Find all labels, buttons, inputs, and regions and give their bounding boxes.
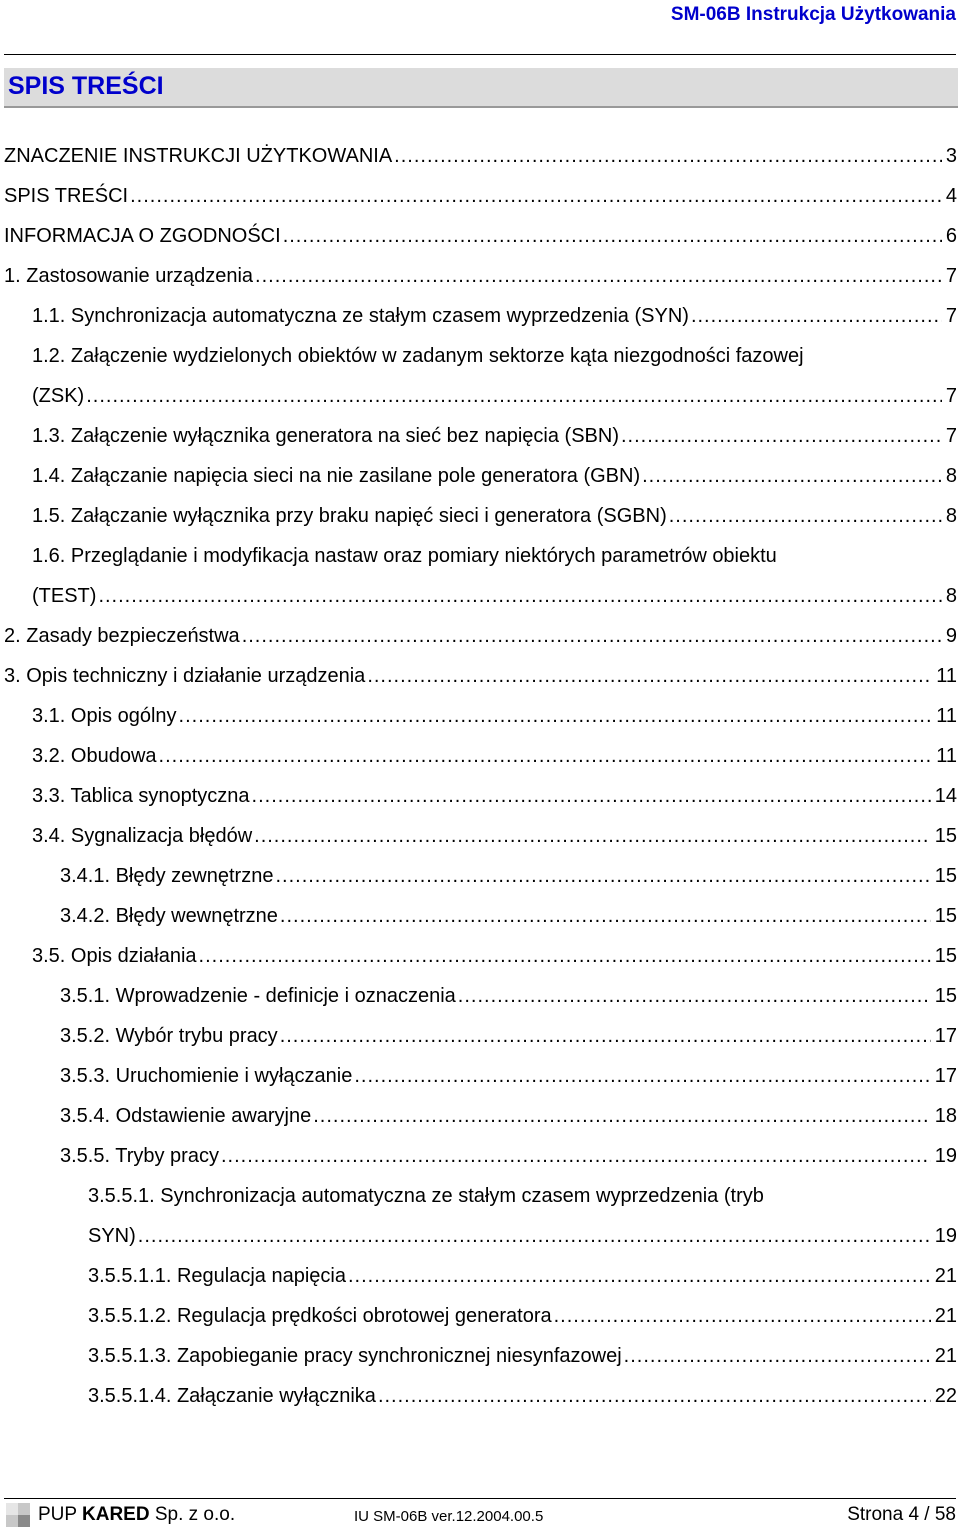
toc-entry-text: 1. Zastosowanie urządzenia (4, 265, 254, 287)
header-rule (4, 54, 956, 55)
toc-leader-dots (283, 216, 942, 256)
toc-entry[interactable] (0, 936, 957, 976)
toc-leader-dots (624, 1336, 931, 1376)
toc-entry-text: 2. Zasady bezpieczeństwa (4, 625, 240, 647)
toc-entry-text: SPIS TREŚCI (4, 185, 129, 207)
toc-entry[interactable] (0, 976, 957, 1016)
toc-page-number: 8 (945, 505, 957, 527)
toc-entry-continuation: SYN) (88, 1225, 136, 1247)
toc-entry-text: 3.4. Sygnalizacja błędów (32, 825, 253, 847)
toc-leader-dots (367, 656, 932, 696)
toc-entry[interactable] (0, 1176, 957, 1256)
toc-entry[interactable] (0, 856, 957, 896)
toc-page-number: 18 (934, 1105, 957, 1127)
toc-page-number: 17 (934, 1025, 957, 1047)
toc-page-number: 8 (945, 585, 957, 607)
toc-page-number: 15 (934, 985, 957, 1007)
toc-leader-dots (280, 1016, 931, 1056)
toc-page-number: 15 (934, 945, 957, 967)
toc-entry-text: 1.2. Załączenie wydzielonych obiektów w zadanym sektorze kąta niezgodności fazowej (32, 345, 804, 367)
footer-company-prefix: PUP (38, 1504, 77, 1525)
toc-entry-text: 3.4.2. Błędy wewnętrzne (60, 905, 278, 927)
toc-entry-text: 3. Opis techniczny i działanie urządzenia (4, 665, 366, 687)
toc-entry-continuation: (TEST) (32, 585, 97, 607)
toc-entry-text: 1.3. Załączenie wyłącznika generatora na sieć bez napięcia (SBN) (32, 425, 619, 447)
company-logo-icon (6, 1503, 30, 1527)
toc-page-number: 7 (945, 265, 957, 287)
toc-leader-dots (378, 1376, 931, 1416)
toc-entry[interactable] (0, 216, 957, 256)
toc-entry[interactable] (0, 816, 957, 856)
toc-page-number: 6 (945, 225, 957, 247)
toc-leader-dots (458, 976, 931, 1016)
toc-leader-dots (255, 256, 942, 296)
toc-entry-text: 3.5. Opis działania (32, 945, 197, 967)
footer-rule (4, 1498, 956, 1499)
toc-leader-dots (221, 1136, 931, 1176)
toc-leader-dots (252, 776, 931, 816)
toc-entry[interactable] (0, 1336, 957, 1376)
toc-page-number: 17 (934, 1065, 957, 1087)
toc-entry[interactable] (0, 336, 957, 416)
toc-entry[interactable] (0, 1096, 957, 1136)
toc-entry-text: 3.5.3. Uruchomienie i wyłączanie (60, 1065, 353, 1087)
toc-entry[interactable] (0, 296, 957, 336)
toc-entry-text: ZNACZENIE INSTRUKCJI UŻYTKOWANIA (4, 145, 393, 167)
table-of-contents (0, 136, 960, 1416)
toc-entry-text: 1.6. Przeglądanie i modyfikacja nastaw oraz pomiary niektórych parametrów obiektu (32, 545, 777, 567)
toc-entry-text: 3.4.1. Błędy zewnętrzne (60, 865, 274, 887)
toc-page-number: 11 (936, 745, 957, 767)
toc-entry-text: 3.5.5.1.1. Regulacja napięcia (88, 1265, 346, 1287)
toc-page-number: 7 (945, 385, 957, 407)
toc-entry[interactable] (0, 416, 957, 456)
toc-page-number: 11 (936, 705, 957, 727)
toc-entry-text: 3.5.5. Tryby pracy (60, 1145, 219, 1167)
toc-entry[interactable] (0, 616, 957, 656)
toc-entry-text: 3.1. Opis ogólny (32, 705, 177, 727)
toc-entry-text: 1.5. Załączanie wyłącznika przy braku napięć sieci i generatora (SGBN) (32, 505, 667, 527)
toc-leader-dots (354, 1056, 930, 1096)
toc-entry[interactable] (0, 736, 957, 776)
toc-leader-dots (313, 1096, 931, 1136)
toc-entry-text: 3.3. Tablica synoptyczna (32, 785, 250, 807)
toc-page-number: 15 (934, 905, 957, 927)
toc-leader-dots (394, 136, 942, 176)
toc-leader-dots (280, 896, 931, 936)
footer-company-suffix: Sp. z o.o. (154, 1504, 236, 1525)
toc-page-number: 15 (934, 865, 957, 887)
toc-page-number: 21 (934, 1305, 957, 1327)
toc-page-number: 21 (934, 1265, 957, 1287)
toc-entry[interactable] (0, 776, 957, 816)
toc-page-number: 7 (945, 425, 957, 447)
toc-leader-dots (275, 856, 930, 896)
toc-entry-text: 3.5.5.1.4. Załączanie wyłącznika (88, 1385, 376, 1407)
toc-entry[interactable] (0, 1296, 957, 1336)
toc-page-number: 4 (945, 185, 957, 207)
toc-entry[interactable] (0, 176, 957, 216)
footer-document-id: IU SM-06B ver.12.2004.00.5 (354, 1508, 544, 1525)
toc-page-number: 14 (934, 785, 957, 807)
toc-entry-text: 3.5.4. Odstawienie awaryjne (60, 1105, 312, 1127)
toc-entry[interactable] (0, 1376, 957, 1416)
toc-leader-dots (642, 456, 942, 496)
toc-entry-continuation: (ZSK) (32, 385, 85, 407)
toc-entry-text: 3.5.5.1.3. Zapobieganie pracy synchronicznej niesynfazowej (88, 1345, 622, 1367)
toc-leader-dots (199, 936, 931, 976)
toc-leader-dots (98, 576, 941, 616)
toc-entry-text: 1.1. Synchronizacja automatyczna ze stałym czasem wyprzedzenia (SYN) (32, 305, 689, 327)
toc-leader-dots (242, 616, 942, 656)
toc-entry-text: INFORMACJA O ZGODNOŚCI (4, 225, 281, 247)
section-title-band (4, 68, 958, 108)
toc-entry[interactable] (0, 1136, 957, 1176)
toc-leader-dots (348, 1256, 931, 1296)
toc-page-number: 19 (934, 1145, 957, 1167)
toc-entry-text: 1.4. Załączanie napięcia sieci na nie zasilane pole generatora (GBN) (32, 465, 641, 487)
toc-leader-dots (179, 696, 933, 736)
toc-entry[interactable] (0, 1056, 957, 1096)
toc-leader-dots (554, 1296, 931, 1336)
toc-entry[interactable] (0, 656, 957, 696)
toc-leader-dots (138, 1216, 931, 1256)
toc-page-number: 3 (945, 145, 957, 167)
toc-entry[interactable] (0, 536, 957, 616)
toc-entry[interactable] (0, 456, 957, 496)
toc-leader-dots (86, 376, 942, 416)
toc-entry[interactable] (0, 1256, 957, 1296)
toc-entry[interactable] (0, 1016, 957, 1056)
toc-page-number: 22 (934, 1385, 957, 1407)
section-title: SPIS TREŚCI (8, 72, 164, 100)
toc-page-number: 7 (945, 305, 957, 327)
footer-company-name: KARED (82, 1504, 150, 1525)
toc-page-number: 21 (934, 1345, 957, 1367)
footer-company (38, 1504, 235, 1526)
document-header-title: SM-06B Instrukcja Użytkowania (670, 4, 956, 25)
toc-entry-text: 3.2. Obudowa (32, 745, 157, 767)
toc-leader-dots (254, 816, 931, 856)
toc-entry[interactable] (0, 696, 957, 736)
toc-entry[interactable] (0, 496, 957, 536)
toc-page-number: 19 (934, 1225, 957, 1247)
toc-entry[interactable] (0, 136, 957, 176)
toc-page-number: 11 (936, 665, 957, 687)
toc-page-number: 15 (934, 825, 957, 847)
toc-entry[interactable] (0, 256, 957, 296)
toc-leader-dots (130, 176, 942, 216)
toc-page-number: 9 (945, 625, 957, 647)
footer-page-number: Strona 4 / 58 (847, 1504, 956, 1525)
toc-entry-text: 3.5.1. Wprowadzenie - definicje i oznaczenia (60, 985, 456, 1007)
toc-leader-dots (691, 296, 942, 336)
toc-leader-dots (159, 736, 933, 776)
toc-leader-dots (669, 496, 942, 536)
toc-leader-dots (621, 416, 942, 456)
toc-entry-text: 3.5.5.1.2. Regulacja prędkości obrotowej generatora (88, 1305, 552, 1327)
toc-entry-text: 3.5.5.1. Synchronizacja automatyczna ze stałym czasem wyprzedzenia (tryb (88, 1185, 764, 1207)
toc-page-number: 8 (945, 465, 957, 487)
toc-entry-text: 3.5.2. Wybór trybu pracy (60, 1025, 278, 1047)
toc-entry[interactable] (0, 896, 957, 936)
